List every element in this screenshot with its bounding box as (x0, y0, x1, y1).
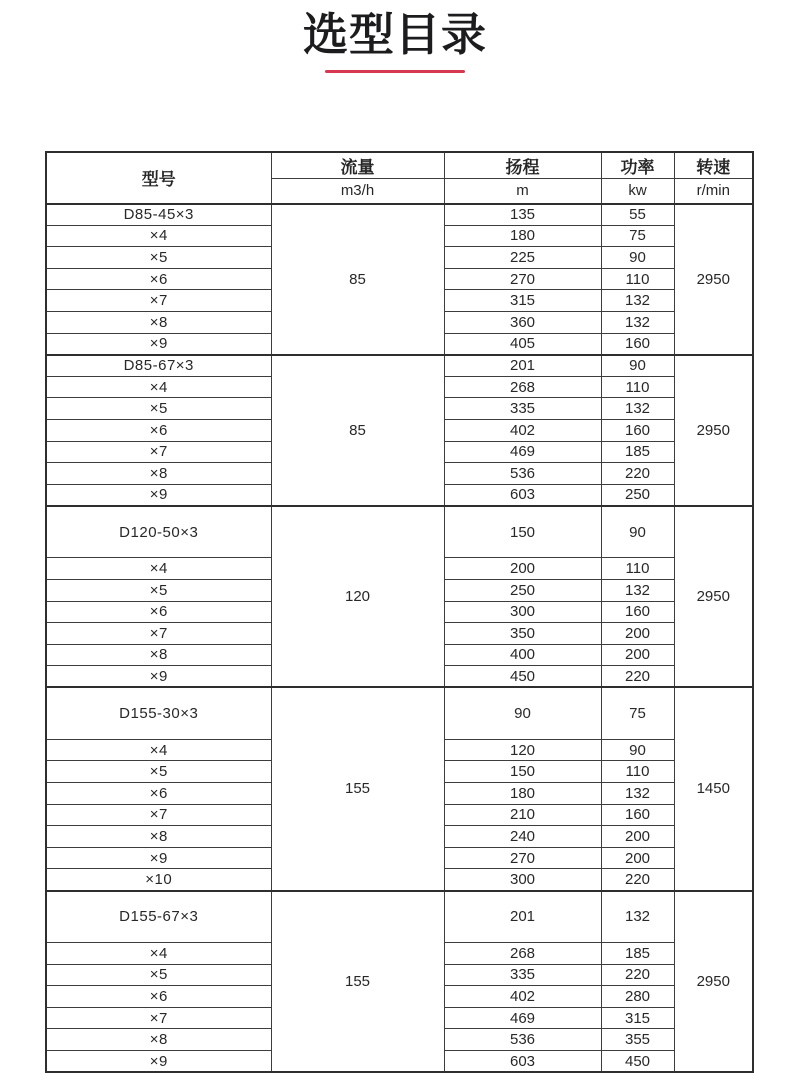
model-cell: ×4 (46, 739, 271, 761)
model-cell: ×4 (46, 558, 271, 580)
table-row (46, 687, 753, 739)
model-cell: ×7 (46, 290, 271, 312)
speed-cell-merged: 2950 (674, 506, 753, 688)
table-row (46, 355, 753, 377)
flow-cell-merged: 85 (271, 204, 444, 355)
head-cell: 250 (444, 579, 601, 601)
head-cell: 603 (444, 484, 601, 506)
model-cell: D155-67×3 (46, 891, 271, 943)
power-cell: 110 (601, 761, 674, 783)
head-cell: 335 (444, 964, 601, 986)
power-cell: 132 (601, 579, 674, 601)
head-cell: 268 (444, 376, 601, 398)
table-row (46, 204, 753, 226)
power-cell: 450 (601, 1051, 674, 1073)
model-cell: ×7 (46, 441, 271, 463)
model-cell: ×9 (46, 484, 271, 506)
table-row (46, 506, 753, 558)
model-cell: ×5 (46, 964, 271, 986)
power-cell: 110 (601, 558, 674, 580)
power-cell: 355 (601, 1029, 674, 1051)
head-cell: 300 (444, 601, 601, 623)
col-header-model: 型号 (46, 152, 271, 204)
model-cell: ×4 (46, 225, 271, 247)
head-cell: 536 (444, 463, 601, 485)
head-cell: 450 (444, 666, 601, 688)
head-cell: 201 (444, 355, 601, 377)
head-cell: 402 (444, 986, 601, 1008)
power-cell: 75 (601, 687, 674, 739)
head-cell: 536 (444, 1029, 601, 1051)
flow-cell-merged: 155 (271, 891, 444, 1073)
col-unit-speed: r/min (674, 179, 753, 204)
col-unit-head: m (444, 179, 601, 204)
power-cell: 110 (601, 376, 674, 398)
power-cell: 160 (601, 601, 674, 623)
power-cell: 185 (601, 441, 674, 463)
head-cell: 90 (444, 687, 601, 739)
power-cell: 132 (601, 891, 674, 943)
speed-cell-merged: 1450 (674, 687, 753, 890)
title-underline-accent (325, 70, 465, 73)
model-cell: D85-45×3 (46, 204, 271, 226)
model-cell: ×6 (46, 986, 271, 1008)
model-cell: ×6 (46, 783, 271, 805)
col-header-flow: 流量 (271, 152, 444, 179)
power-cell: 90 (601, 355, 674, 377)
power-cell: 185 (601, 943, 674, 965)
head-cell: 135 (444, 204, 601, 226)
head-cell: 469 (444, 1007, 601, 1029)
flow-cell-merged: 85 (271, 355, 444, 506)
model-cell: ×9 (46, 847, 271, 869)
power-cell: 220 (601, 666, 674, 688)
model-cell: ×9 (46, 1051, 271, 1073)
model-cell: ×5 (46, 579, 271, 601)
head-cell: 120 (444, 739, 601, 761)
model-cell: ×9 (46, 666, 271, 688)
head-cell: 400 (444, 644, 601, 666)
head-cell: 210 (444, 804, 601, 826)
head-cell: 402 (444, 419, 601, 441)
power-cell: 160 (601, 419, 674, 441)
page-title: 选型目录 (302, 9, 487, 60)
col-header-speed: 转速 (674, 152, 753, 179)
table-header (46, 152, 753, 204)
table-body (46, 204, 753, 1073)
head-cell: 240 (444, 826, 601, 848)
model-cell: ×4 (46, 376, 271, 398)
table-row (46, 891, 753, 943)
head-cell: 150 (444, 506, 601, 558)
head-cell: 360 (444, 311, 601, 333)
power-cell: 250 (601, 484, 674, 506)
head-cell: 270 (444, 847, 601, 869)
model-cell: ×7 (46, 623, 271, 645)
power-cell: 75 (601, 225, 674, 247)
power-cell: 315 (601, 1007, 674, 1029)
model-cell: ×5 (46, 398, 271, 420)
model-cell: ×8 (46, 463, 271, 485)
model-cell: ×6 (46, 601, 271, 623)
power-cell: 110 (601, 268, 674, 290)
model-cell: ×5 (46, 247, 271, 269)
power-cell: 160 (601, 333, 674, 355)
col-unit-power: kw (601, 179, 674, 204)
head-cell: 150 (444, 761, 601, 783)
power-cell: 200 (601, 826, 674, 848)
head-cell: 405 (444, 333, 601, 355)
catalog-page (0, 8, 790, 1069)
head-cell: 268 (444, 943, 601, 965)
power-cell: 90 (601, 247, 674, 269)
model-cell: D155-30×3 (46, 687, 271, 739)
power-cell: 220 (601, 869, 674, 891)
model-cell: ×4 (46, 943, 271, 965)
head-cell: 270 (444, 268, 601, 290)
power-cell: 132 (601, 290, 674, 312)
head-cell: 180 (444, 783, 601, 805)
col-header-power: 功率 (601, 152, 674, 179)
flow-cell-merged: 120 (271, 506, 444, 688)
power-cell: 220 (601, 964, 674, 986)
model-cell: ×7 (46, 1007, 271, 1029)
model-cell: ×9 (46, 333, 271, 355)
col-header-head: 扬程 (444, 152, 601, 179)
head-cell: 315 (444, 290, 601, 312)
model-cell: ×8 (46, 311, 271, 333)
col-unit-flow: m3/h (271, 179, 444, 204)
model-cell: ×6 (46, 268, 271, 290)
power-cell: 90 (601, 739, 674, 761)
speed-cell-merged: 2950 (674, 891, 753, 1073)
head-cell: 335 (444, 398, 601, 420)
power-cell: 132 (601, 398, 674, 420)
power-cell: 160 (601, 804, 674, 826)
power-cell: 90 (601, 506, 674, 558)
head-cell: 200 (444, 558, 601, 580)
head-cell: 603 (444, 1051, 601, 1073)
power-cell: 200 (601, 644, 674, 666)
head-cell: 300 (444, 869, 601, 891)
power-cell: 132 (601, 311, 674, 333)
model-cell: D85-67×3 (46, 355, 271, 377)
head-cell: 201 (444, 891, 601, 943)
model-cell: ×5 (46, 761, 271, 783)
model-cell: ×8 (46, 826, 271, 848)
speed-cell-merged: 2950 (674, 355, 753, 506)
model-cell: ×8 (46, 644, 271, 666)
power-cell: 132 (601, 783, 674, 805)
power-cell: 280 (601, 986, 674, 1008)
power-cell: 200 (601, 847, 674, 869)
flow-cell-merged: 155 (271, 687, 444, 890)
header-row-labels (46, 152, 753, 179)
head-cell: 180 (444, 225, 601, 247)
head-cell: 469 (444, 441, 601, 463)
model-cell: D120-50×3 (46, 506, 271, 558)
pump-selection-table (45, 151, 754, 1073)
power-cell: 55 (601, 204, 674, 226)
model-cell: ×6 (46, 419, 271, 441)
head-cell: 225 (444, 247, 601, 269)
power-cell: 220 (601, 463, 674, 485)
power-cell: 200 (601, 623, 674, 645)
model-cell: ×7 (46, 804, 271, 826)
model-cell: ×10 (46, 869, 271, 891)
model-cell: ×8 (46, 1029, 271, 1051)
speed-cell-merged: 2950 (674, 204, 753, 355)
head-cell: 350 (444, 623, 601, 645)
